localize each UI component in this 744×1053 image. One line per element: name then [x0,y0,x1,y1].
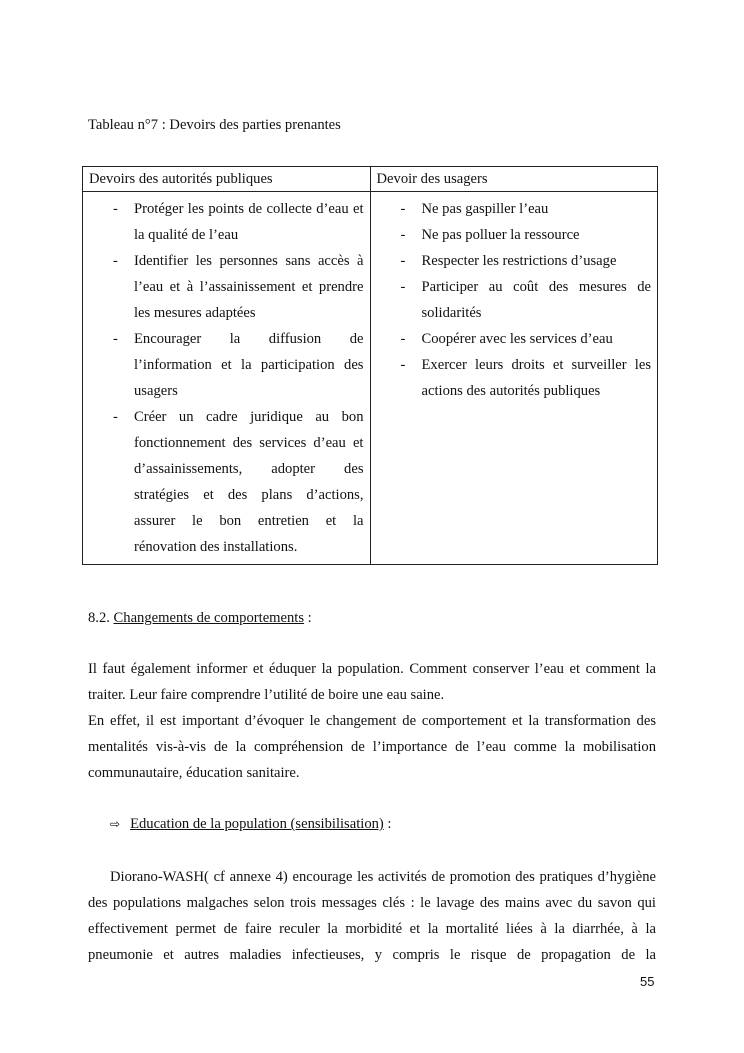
paragraph: En effet, il est important d’évoquer le changement de comportement et la transformation des mentalités vis-à-vis de la compréhension de l’importance de l’eau comme la mobilisation communautaire, éducation sanitaire. [88,713,656,781]
list-item: - Encourager la diffusion de l’information et la participation des usagers [113,331,364,399]
list-item: - Coopérer avec les services d’eau [400,331,613,347]
users-cell [370,192,658,565]
header-public-authorities: Devoirs des autorités publiques [83,167,371,192]
list-item: - Respecter les restrictions d’usage [400,253,617,269]
list-item: - Ne pas gaspiller l’eau [400,201,549,217]
arrow-right-icon: ⇨ [110,817,121,831]
table-caption: Tableau n°7 : Devoirs des parties prenantes [88,117,341,133]
list-item: - Ne pas polluer la ressource [400,227,580,243]
list-item: - Participer au coût des mesures de solidarités [400,279,651,321]
list-item: - Créer un cadre juridique au bon fonctionnement des services d’eau et d’assainissements, adopter des stratégies et des plans d’actions, assurer le bon entretien et la rénovation des installations. [113,409,364,555]
paragraph: Il faut également informer et éduquer la population. Comment conserver l’eau et comment la traiter. Leur faire comprendre l’utilité de boire une eau saine. [88,661,656,703]
list-item: - Exercer leurs droits et surveiller les actions des autorités publiques [400,357,651,399]
paragraph: Diorano-WASH( cf annexe 4) encourage les activités de promotion des pratiques d’hygiène des populations malgaches selon trois messages clés : le lavage des mains avec du savon qui effectivement permet de faire reculer la morbidité et la mortalité liées à la diarrhée, à la pneumonie et autres maladies infectieuses, y compris le risque de propagation de la [88,869,656,963]
page-number: 55 [640,974,655,989]
section-heading: 8.2. Changements de comportements : [88,610,312,626]
list-item: - Identifier les personnes sans accès à l’eau et à l’assainissement et prendre les mesures adaptées [113,253,364,321]
header-users: Devoir des usagers [370,167,658,192]
public-authorities-list [83,196,364,560]
subsection-heading: ⇨ Education de la population (sensibilisation) : [110,816,392,832]
duties-table [82,166,658,565]
list-item: - Protéger les points de collecte d’eau et la qualité de l’eau [113,201,364,243]
users-list [371,196,652,404]
public-authorities-cell [83,192,371,565]
